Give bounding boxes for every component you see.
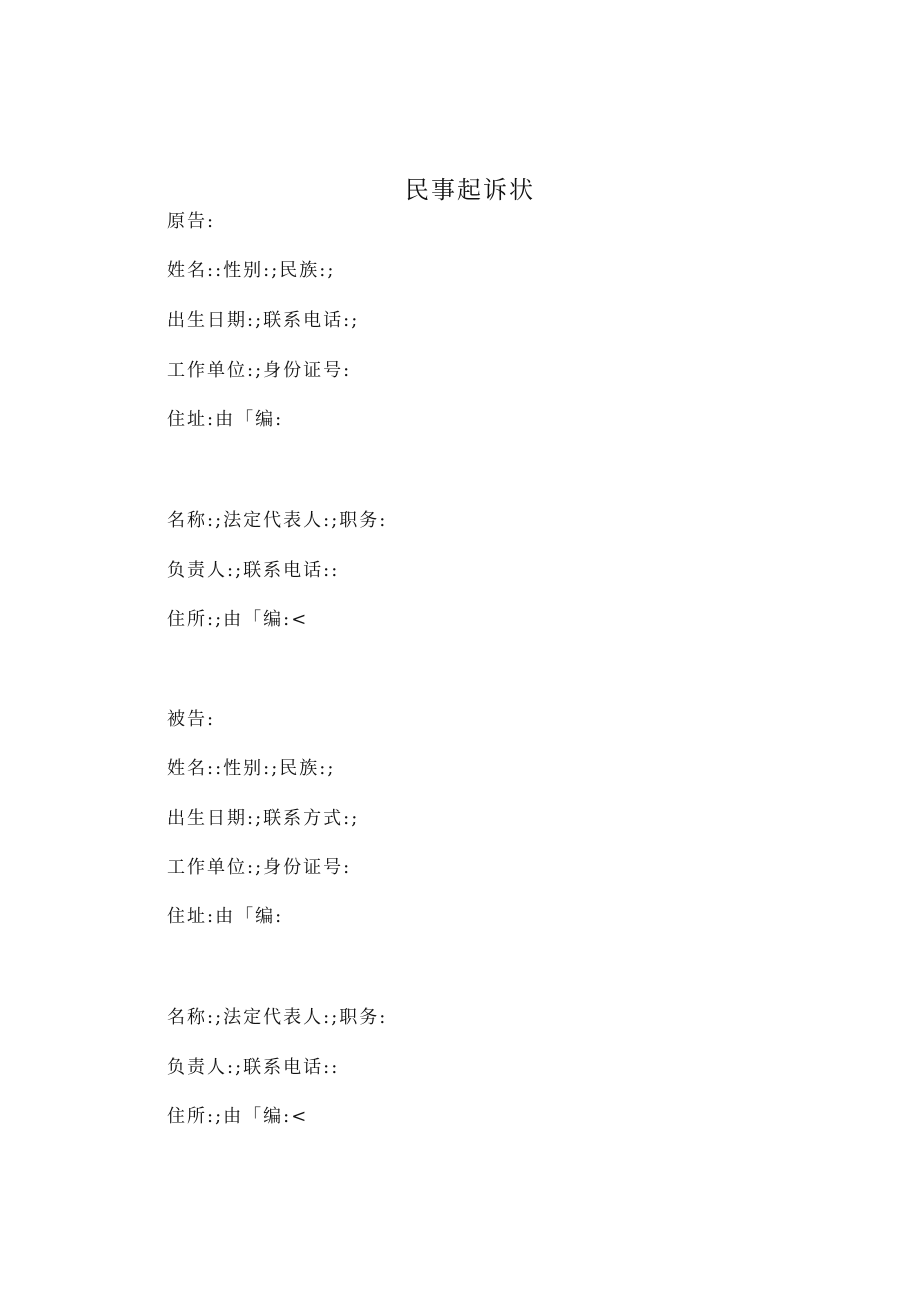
defendant-birthdate-contact: 出生日期:;联系方式:; [167,808,360,829]
plaintiff-birthdate-phone: 出生日期:;联系电话:; [167,310,360,331]
plaintiff-org-name-representative: 名称:;法定代表人:;职务: [167,510,388,531]
defendant-org-name-representative: 名称:;法定代表人:;职务: [167,1007,388,1028]
defendant-address-postcode: 住址:由「编: [167,906,284,927]
plaintiff-org-responsible-phone: 负责人:;联系电话:: [167,560,340,581]
plaintiff-org-domicile-postcode: 住所:;由「编:< [167,609,309,630]
defendant-org-responsible-phone: 负责人:;联系电话:: [167,1057,340,1078]
plaintiff-heading: 原告: [167,211,216,232]
plaintiff-name-gender-ethnicity: 姓名::性别:;民族:; [167,260,336,281]
defendant-org-domicile-postcode: 住所:;由「编:< [167,1106,309,1127]
plaintiff-employer-id: 工作单位:;身份证号: [167,360,352,381]
plaintiff-address-postcode: 住址:由「编: [167,409,284,430]
defendant-heading: 被告: [167,709,216,730]
defendant-employer-id: 工作单位:;身份证号: [167,857,352,878]
document-title: 民事起诉状 [405,176,535,204]
defendant-name-gender-ethnicity: 姓名::性别:;民族:; [167,758,336,779]
